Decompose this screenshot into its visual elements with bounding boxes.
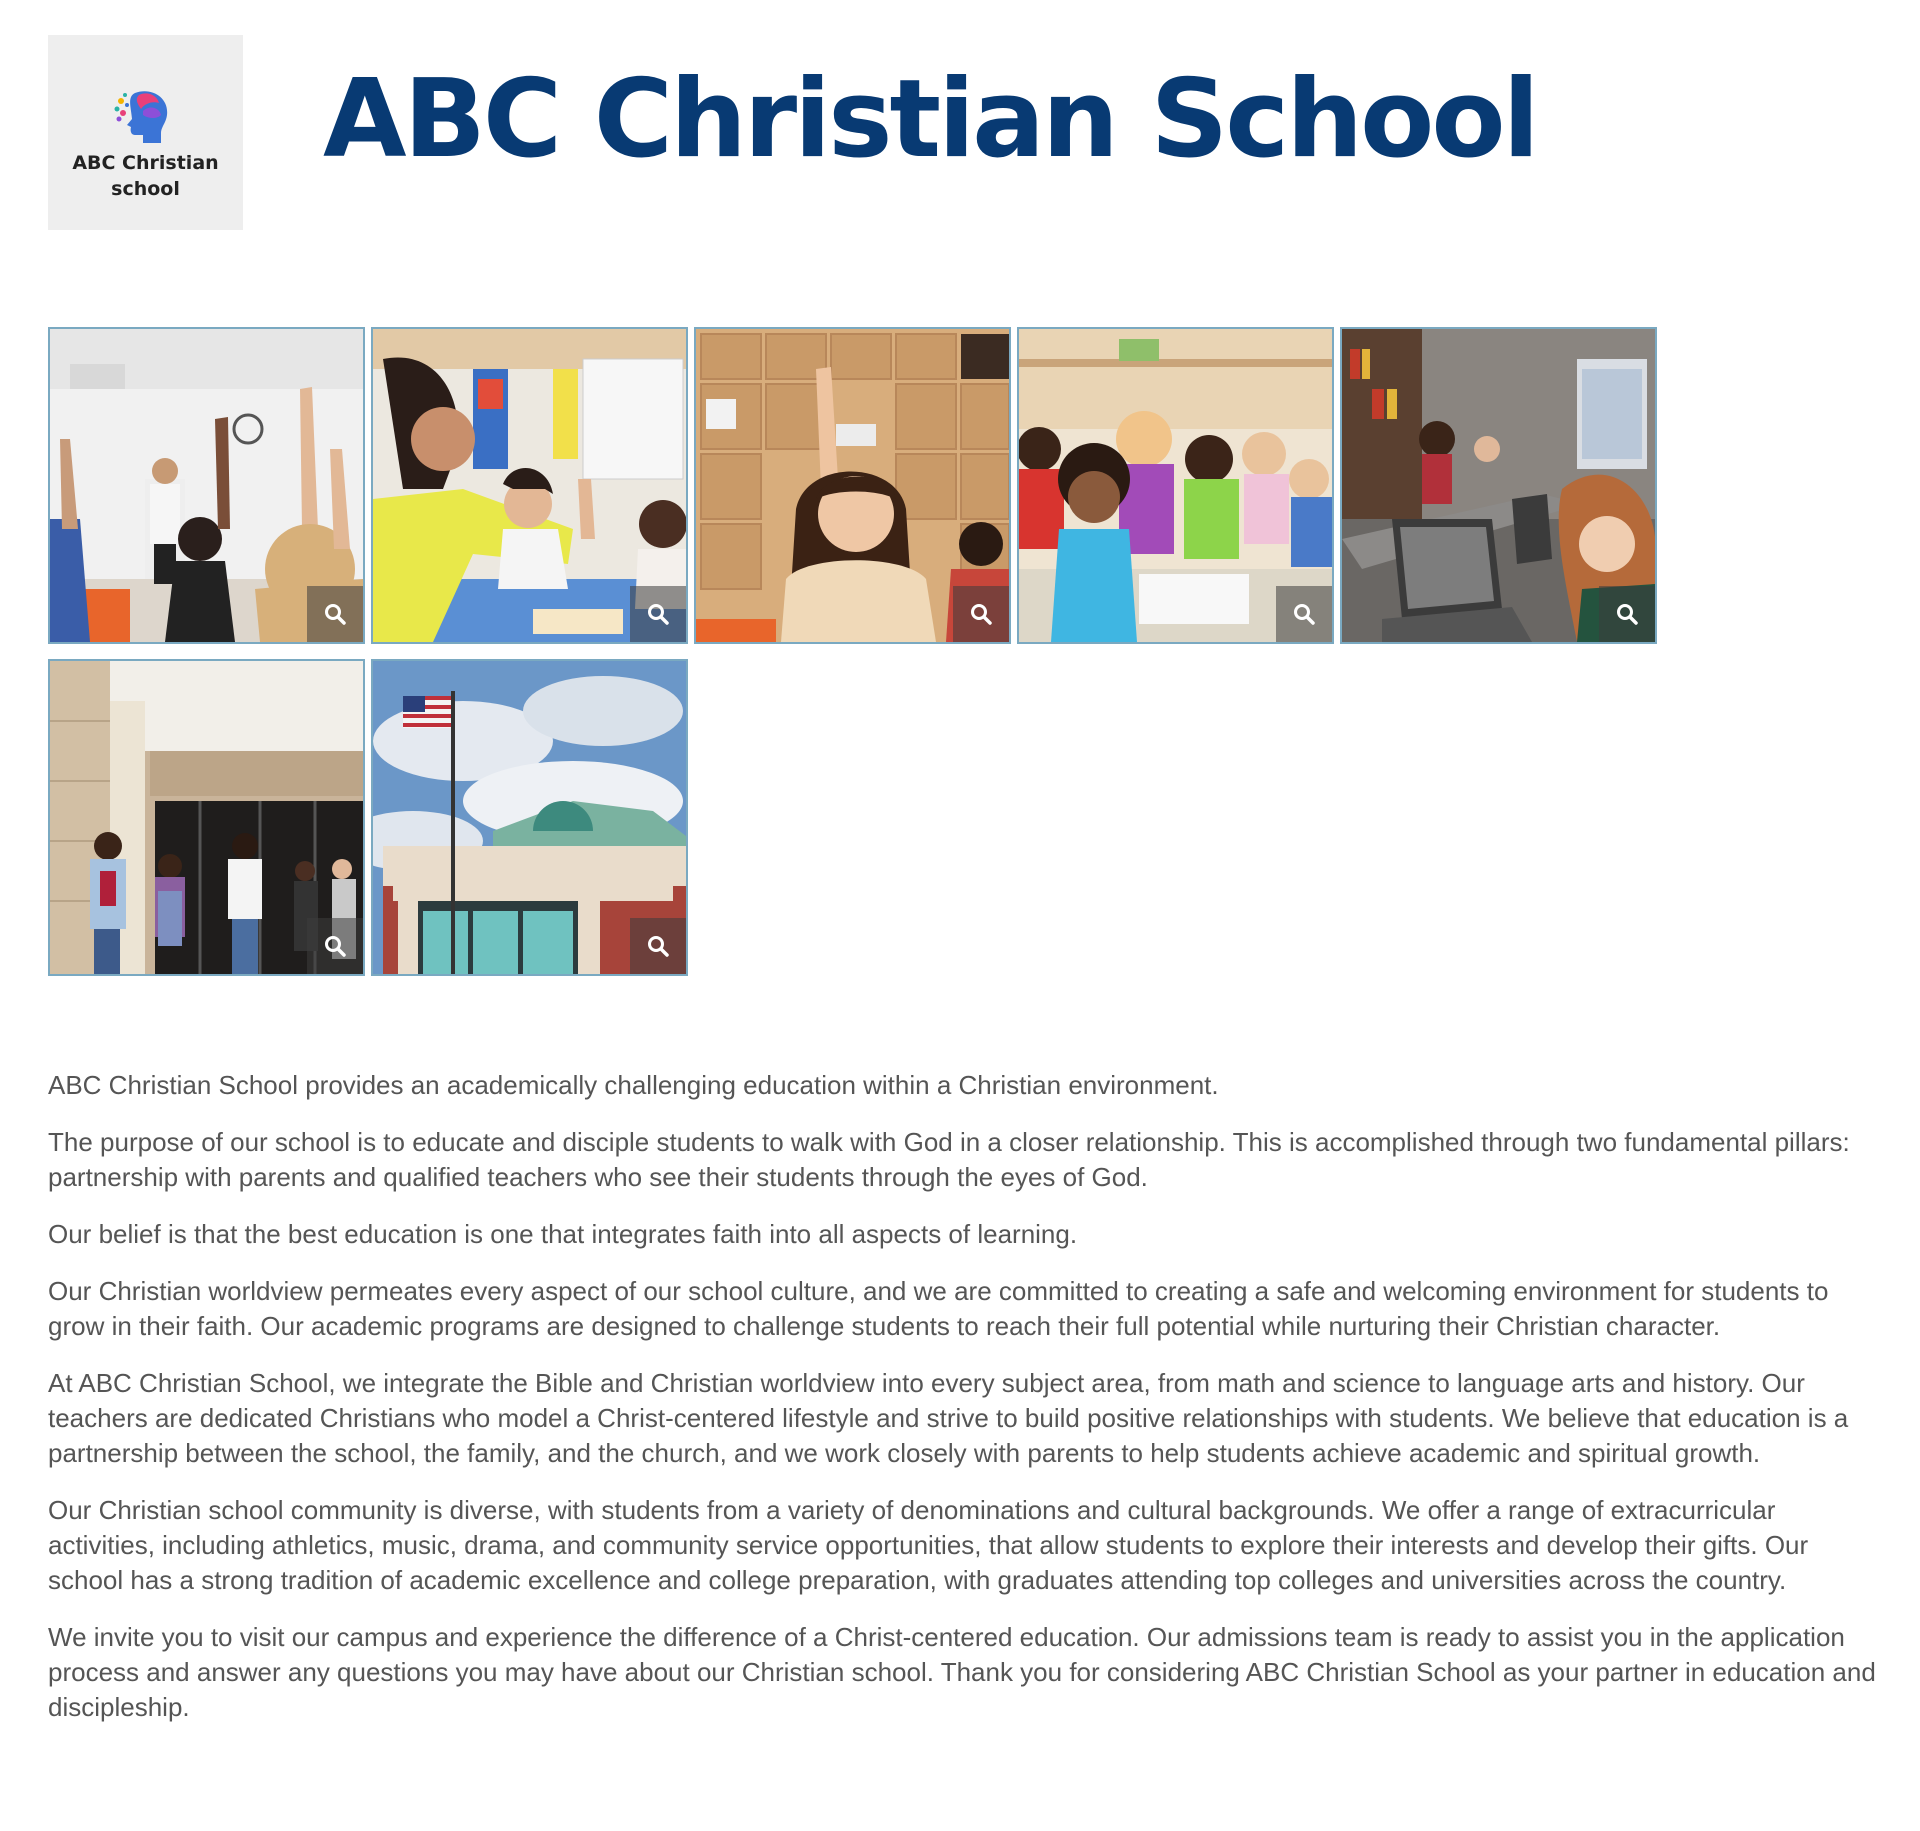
zoom-button[interactable] — [1276, 586, 1332, 642]
zoom-button[interactable] — [630, 918, 686, 974]
magnifier-icon — [969, 602, 993, 626]
site-title[interactable]: ABC Christian School — [323, 57, 1537, 182]
paragraph-purpose: The purpose of our school is to educate and disciple students to walk with God in a closer relationship. This is accomplished through two fundamental pillars: partnership with parents and qualified teachers who see their students through the eyes of God. — [48, 1127, 1850, 1192]
zoom-button[interactable] — [953, 586, 1009, 642]
paragraph-integration: At ABC Christian School, we integrate the Bible and Christian worldview into every subject area, from math and science to language arts and history. Our teachers are dedicated Christians who model a Christ-centered lifestyle and strive to build positive relationships with students. We believe that education is a partnership between the school, the family, and the church, and we work closely with parents to help students achieve academic and spiritual growth. — [48, 1368, 1849, 1468]
image-gallery — [48, 327, 1688, 977]
logo-text-line2: school — [111, 178, 180, 200]
gallery-thumb-girl-raising-hand[interactable] — [694, 327, 1011, 644]
paragraph-invitation: We invite you to visit our campus and experience the difference of a Christ-centered education. Our admissions team is ready to assist you in the application process and answer any questions you may have about our Christian school. Thank you for considering ABC Christian School as your partner in education and discipleship. — [48, 1622, 1876, 1722]
paragraph-community: Our Christian school community is diverse, with students from a variety of denominations and cultural backgrounds. We offer a range of extracurricular activities, including athletics, music, drama, and community service opportunities, that allow students to explore their interests and develop their gifts. Our school has a strong tradition of academic excellence and college preparation, with graduates attending top colleges and universities across the country. — [48, 1495, 1809, 1595]
gallery-thumb-students-laptops[interactable] — [1340, 327, 1657, 644]
zoom-button[interactable] — [307, 918, 363, 974]
gallery-thumb-students-leaving-school[interactable] — [48, 659, 365, 976]
logo-text — [48, 150, 243, 202]
gallery-thumb-classroom-raised-hands[interactable] — [48, 327, 365, 644]
about-content — [48, 1068, 1888, 1747]
zoom-button[interactable] — [1599, 586, 1655, 642]
magnifier-icon — [1615, 602, 1639, 626]
magnifier-icon — [646, 602, 670, 626]
site-header — [48, 35, 1848, 230]
magnifier-icon — [1292, 602, 1316, 626]
head-silhouette-icon — [113, 85, 175, 147]
gallery-thumb-teacher-high-five[interactable] — [371, 327, 688, 644]
zoom-button[interactable] — [630, 586, 686, 642]
gallery-thumb-children-at-table[interactable] — [1017, 327, 1334, 644]
paragraph-intro: ABC Christian School provides an academically challenging education within a Christian environment. — [48, 1070, 1219, 1100]
gallery-thumb-school-flagpole[interactable] — [371, 659, 688, 976]
paragraph-belief: Our belief is that the best education is one that integrates faith into all aspects of learning. — [48, 1219, 1078, 1249]
school-logo[interactable] — [48, 35, 243, 230]
zoom-button[interactable] — [307, 586, 363, 642]
magnifier-icon — [646, 934, 670, 958]
magnifier-icon — [323, 602, 347, 626]
logo-text-line1: ABC Christian — [72, 152, 219, 174]
magnifier-icon — [323, 934, 347, 958]
paragraph-worldview: Our Christian worldview permeates every aspect of our school culture, and we are committed to creating a safe and welcoming environment for students to grow in their faith. Our academic programs are designed to challenge students to reach their full potential while nurturing their Christian character. — [48, 1276, 1829, 1341]
